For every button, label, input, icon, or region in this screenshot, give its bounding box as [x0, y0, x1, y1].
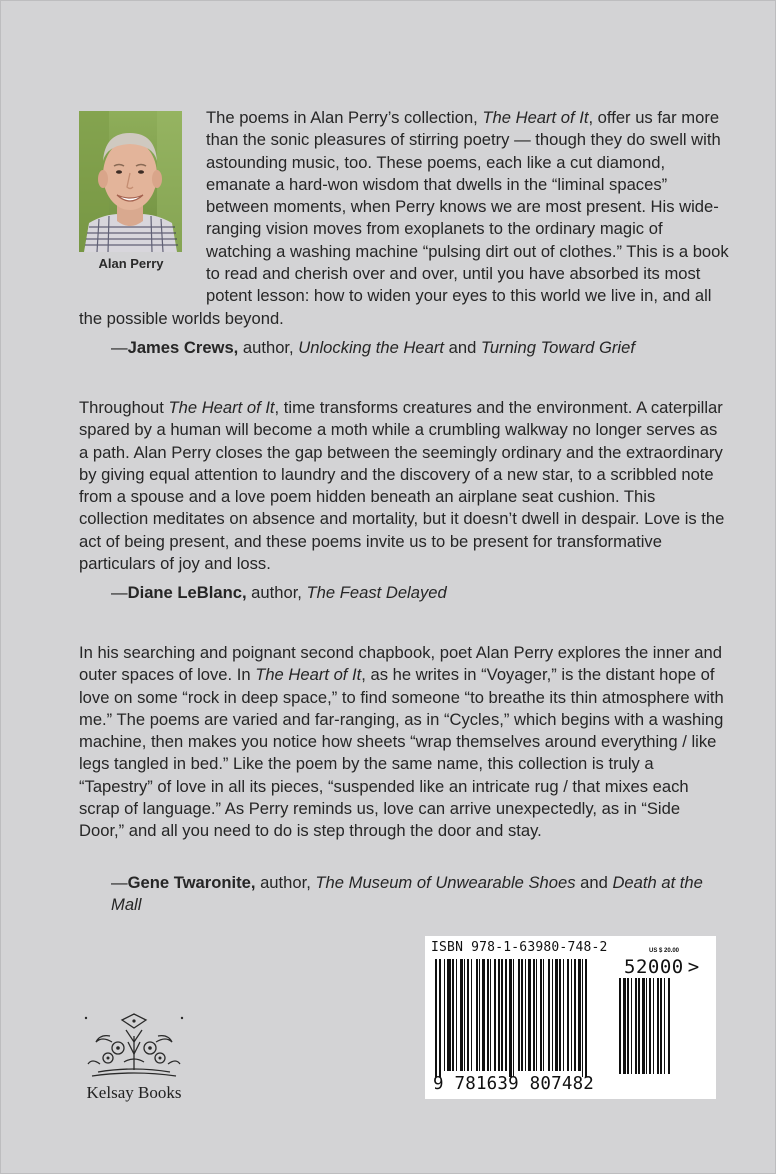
barcode-bar — [567, 959, 569, 1071]
barcode-bar — [513, 959, 514, 1077]
barcode-bar — [456, 959, 457, 1071]
barcode-bar — [646, 978, 647, 1074]
price-label: US $ 20.00 — [649, 948, 680, 954]
barcode-bar — [635, 978, 637, 1074]
barcode-bar — [533, 959, 535, 1071]
barcode-bar — [563, 959, 564, 1071]
barcode-bar — [582, 959, 583, 1077]
publisher-name: Kelsay Books — [86, 1083, 182, 1102]
blurb-1-text-start: The poems in Alan Perry’s collection, — [206, 108, 483, 127]
reviewer-role: author, — [255, 873, 316, 892]
barcode-bar — [487, 959, 489, 1071]
attribution-dash: — — [111, 338, 128, 357]
attribution-joiner: and — [575, 873, 613, 892]
barcode-bar — [548, 959, 550, 1071]
barcode-bar — [525, 959, 526, 1071]
barcode-bar — [559, 959, 561, 1071]
reviewer-work: The Feast Delayed — [306, 583, 447, 602]
barcode-bar — [467, 959, 469, 1071]
barcode-bar — [578, 959, 581, 1071]
reviewer-role: author, — [238, 338, 299, 357]
attribution-dash: — — [111, 583, 128, 602]
barcode-bar — [642, 978, 645, 1074]
barcode-bar — [555, 959, 558, 1071]
barcode-bar — [574, 959, 576, 1071]
barcode-bar — [552, 959, 553, 1071]
barcode-bar — [476, 959, 478, 1071]
main-barcode-bars — [435, 959, 611, 1077]
barcode-bar — [518, 959, 520, 1071]
reviewer-work: Death at the Mall — [111, 873, 703, 915]
barcode-bar — [660, 978, 662, 1074]
barcode-bar — [435, 959, 437, 1077]
barcode-bar — [653, 978, 654, 1074]
reviewer-name: Diane LeBlanc, — [127, 583, 247, 602]
barcode-bar — [543, 959, 544, 1071]
blurb-1-text-rest: , offer us far more than the sonic pleasures of stirring poetry — though they do swell with astounding music, too. These poems, each like a cut diamond, emanate a hard-won wisdom that dwells in the “liminal spaces” between moments, when Perry knows we are most present. His wide-ranging vision moves from exoplanets to the ordinary magic of watching a washing machine “pulsing dirt out of clothes.” This is a book to read and cherish over and over, until you have absorbed its most potent lesson: how to widen your eyes to this world we live in, and all the possible worlds beyond. — [79, 108, 729, 328]
barcode-bar — [585, 959, 587, 1077]
barcode-bar — [501, 959, 503, 1071]
barcode-bar — [627, 978, 629, 1074]
attribution-joiner: and — [444, 338, 481, 357]
barcode-bar — [464, 959, 465, 1071]
supplement-barcode-bars — [619, 978, 694, 1074]
barcode-bar — [540, 959, 542, 1071]
reviewer-work: Turning Toward Grief — [480, 338, 635, 357]
barcode-bar — [444, 959, 445, 1071]
book-title: The Heart of It — [255, 665, 362, 685]
barcode-bar — [638, 978, 640, 1074]
barcode-bar — [482, 959, 485, 1071]
barcode-bar — [521, 959, 523, 1071]
barcode-bar — [536, 959, 537, 1071]
supplement-code: 52000 — [624, 956, 684, 978]
author-photo-caption: Alan Perry — [98, 256, 164, 271]
barcode-bar — [452, 959, 454, 1071]
barcode-bar — [631, 978, 632, 1074]
reviewer-name: Gene Twaronite, — [127, 873, 256, 892]
barcode-bar — [571, 959, 572, 1071]
blurb-1 — [79, 107, 729, 330]
attribution-2 — [111, 582, 721, 604]
barcode-bar — [657, 978, 659, 1074]
barcode-bar — [509, 959, 512, 1077]
reviewer-name: James Crews, — [127, 338, 239, 357]
barcode-bar — [439, 959, 441, 1077]
blurb-3-text-start: In his searching and poignant second chapbook, poet Alan Perry explores the inner and outer spaces of love. In — [79, 643, 722, 685]
barcode-bar — [447, 959, 451, 1071]
blurb-3 — [79, 642, 729, 843]
price-supplement-digits — [624, 956, 700, 978]
isbn-digits: 9 781639 807482 — [433, 1074, 595, 1094]
barcode-bar — [623, 978, 626, 1074]
barcode-bar — [494, 959, 496, 1071]
attribution-1 — [111, 337, 721, 359]
blurb-2-text-rest: , time transforms creatures and the environment. A caterpillar spared by a human will become a moth while a crumbling walkway no longer serves as a path. Alan Perry closes the gap between the seemingly ordinary and the extraordinary by giving equal attention to laundry and the discovery of a new star, to a scribbled note from a spouse and a love poem hidden beneath an airplane seat cushion. This collection meditates on absence and mortality, but it doesn’t dwell in despair. Love is the act of being present, and these poems invite us to be present for transformative particulars of joy and loss. — [79, 398, 725, 574]
barcode-bar — [619, 978, 621, 1074]
attribution-3 — [111, 872, 721, 917]
blurb-2-text-start: Throughout — [79, 398, 169, 417]
barcode-bar — [479, 959, 480, 1071]
reviewer-work: Unlocking the Heart — [298, 338, 444, 357]
barcode-bar — [649, 978, 651, 1074]
barcode-bar — [460, 959, 463, 1071]
book-title: The Heart of It — [168, 398, 275, 417]
attribution-dash: — — [111, 873, 128, 892]
blurb-3-text-rest: , as he writes in “Voyager,” is the distant hope of love on some “rock in deep space,” to find someone “to breathe its thin atmosphere with me.” The poems are varied and far-ranging, as in “Cycles,” which begins with a washing machine, then makes you notice how sheets “wrap themselves around everything / like legs tangled in bed.” Like the poem by the same name, this collection is truly a “Tapestry” of love in all its pieces, “suspended like an intricate rug / that mixes each scrap of language.” As Perry reminds us, love can arrive unexpectedly, as in “Side Door,” and all you need to do is step through the door and stay. — [79, 665, 724, 841]
reviewer-role: author, — [246, 583, 307, 602]
barcode-bar — [498, 959, 500, 1071]
barcode-bar — [668, 978, 670, 1074]
reviewer-work: The Museum of Unwearable Shoes — [315, 873, 576, 892]
barcode-bar — [471, 959, 472, 1071]
quiet-zone-mark: > — [687, 956, 700, 978]
book-title: The Heart of It — [482, 108, 589, 127]
isbn-barcode — [425, 936, 716, 1099]
barcode-bar — [505, 959, 507, 1071]
barcode-bar — [664, 978, 665, 1074]
barcode-bar — [528, 959, 531, 1071]
blurb-2 — [79, 397, 729, 575]
isbn-label: ISBN 978-1-63980-748-2 — [431, 940, 608, 955]
barcode-bar — [490, 959, 491, 1071]
photo-float-spacer — [79, 107, 206, 300]
